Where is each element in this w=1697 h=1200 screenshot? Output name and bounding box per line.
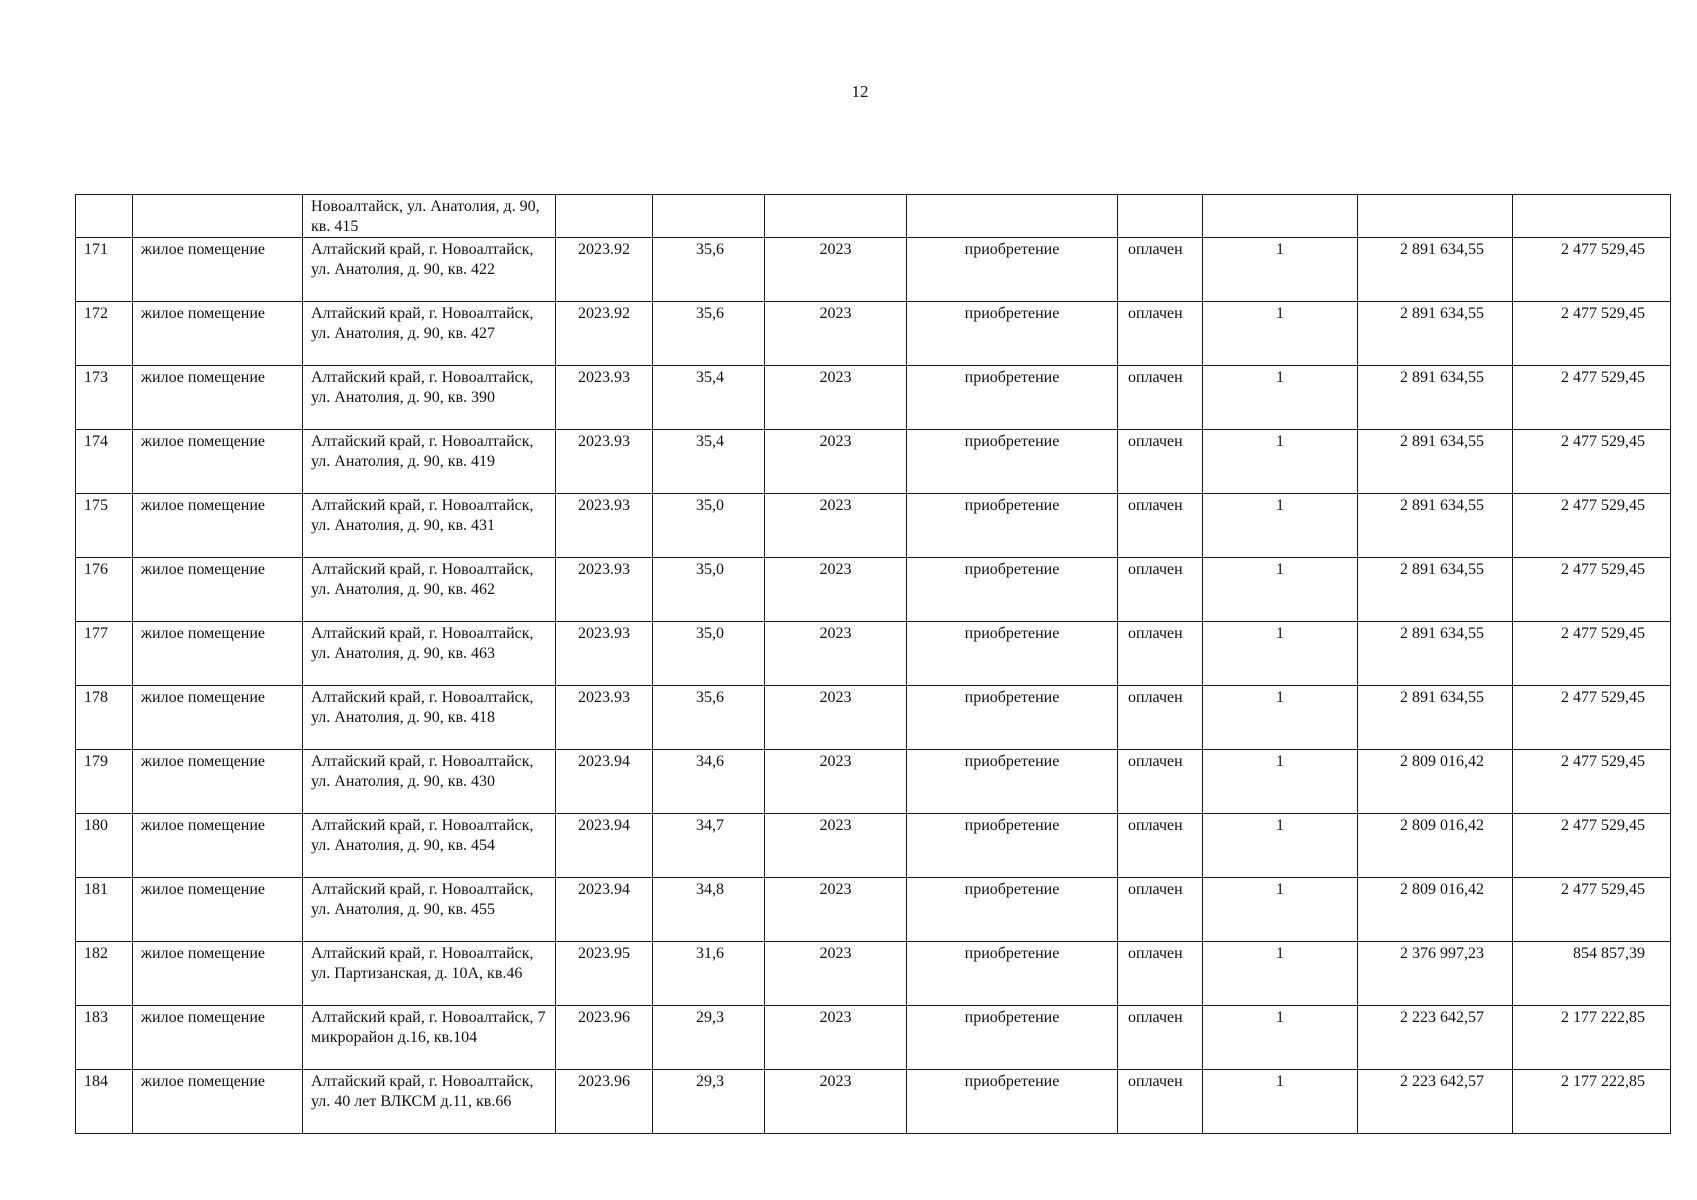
cell-status: оплачен (1118, 238, 1203, 302)
cell-action: приобретение (907, 430, 1118, 494)
cell-qty (1203, 195, 1358, 238)
cell-action: приобретение (907, 366, 1118, 430)
cell-type: жилое помещение (133, 878, 303, 942)
continuation-row (76, 195, 1671, 238)
cell-num: 178 (76, 686, 133, 750)
cell-status: оплачен (1118, 814, 1203, 878)
cell-paid: 2 477 529,45 (1513, 814, 1671, 878)
cell-action: приобретение (907, 814, 1118, 878)
cell-area: 34,8 (653, 878, 765, 942)
table-row (76, 814, 1671, 878)
cell-year: 2023 (765, 622, 907, 686)
cell-num: 181 (76, 878, 133, 942)
cell-code: 2023.94 (556, 750, 653, 814)
cell-address: Алтайский край, г. Новоалтайск, ул. Анатолия, д. 90, кв. 454 (303, 814, 556, 878)
cell-code (556, 195, 653, 238)
cell-action (907, 195, 1118, 238)
cell-address: Новоалтайск, ул. Анатолия, д. 90, кв. 415 (303, 195, 556, 238)
cell-cost: 2 809 016,42 (1358, 814, 1513, 878)
cell-type: жилое помещение (133, 558, 303, 622)
cell-code: 2023.92 (556, 238, 653, 302)
cell-paid: 2 477 529,45 (1513, 366, 1671, 430)
cell-year: 2023 (765, 686, 907, 750)
cell-code: 2023.94 (556, 878, 653, 942)
cell-qty: 1 (1203, 814, 1358, 878)
cell-num: 176 (76, 558, 133, 622)
cell-code: 2023.95 (556, 942, 653, 1006)
cell-address: Алтайский край, г. Новоалтайск, ул. Анатолия, д. 90, кв. 422 (303, 238, 556, 302)
table-row (76, 366, 1671, 430)
cell-action: приобретение (907, 942, 1118, 1006)
cell-code: 2023.93 (556, 622, 653, 686)
cell-qty: 1 (1203, 1070, 1358, 1134)
table-row (76, 1070, 1671, 1134)
cell-address: Алтайский край, г. Новоалтайск, ул. Анатолия, д. 90, кв. 419 (303, 430, 556, 494)
cell-status: оплачен (1118, 366, 1203, 430)
cell-code: 2023.96 (556, 1006, 653, 1070)
cell-type: жилое помещение (133, 622, 303, 686)
cell-status: оплачен (1118, 1070, 1203, 1134)
cell-qty: 1 (1203, 750, 1358, 814)
cell-num: 175 (76, 494, 133, 558)
cell-paid: 2 477 529,45 (1513, 430, 1671, 494)
cell-action: приобретение (907, 494, 1118, 558)
cell-year: 2023 (765, 750, 907, 814)
cell-qty: 1 (1203, 878, 1358, 942)
cell-qty: 1 (1203, 1006, 1358, 1070)
page-number: 12 (851, 82, 869, 101)
cell-action: приобретение (907, 1070, 1118, 1134)
cell-status: оплачен (1118, 494, 1203, 558)
cell-area (653, 195, 765, 238)
cell-cost (1358, 195, 1513, 238)
cell-area: 35,0 (653, 622, 765, 686)
cell-type: жилое помещение (133, 750, 303, 814)
cell-num: 183 (76, 1006, 133, 1070)
cell-year: 2023 (765, 366, 907, 430)
cell-type: жилое помещение (133, 686, 303, 750)
cell-paid: 2 477 529,45 (1513, 622, 1671, 686)
cell-status: оплачен (1118, 942, 1203, 1006)
cell-code: 2023.96 (556, 1070, 653, 1134)
cell-qty: 1 (1203, 494, 1358, 558)
cell-address: Алтайский край, г. Новоалтайск, ул. Анатолия, д. 90, кв. 427 (303, 302, 556, 366)
cell-type: жилое помещение (133, 238, 303, 302)
cell-type (133, 195, 303, 238)
cell-cost: 2 891 634,55 (1358, 238, 1513, 302)
cell-qty: 1 (1203, 430, 1358, 494)
cell-address: Алтайский край, г. Новоалтайск, ул. Анатолия, д. 90, кв. 462 (303, 558, 556, 622)
cell-year: 2023 (765, 302, 907, 366)
cell-type: жилое помещение (133, 366, 303, 430)
cell-qty: 1 (1203, 686, 1358, 750)
cell-qty: 1 (1203, 366, 1358, 430)
table-row (76, 1006, 1671, 1070)
cell-address: Алтайский край, г. Новоалтайск, ул. Анатолия, д. 90, кв. 418 (303, 686, 556, 750)
cell-address: Алтайский край, г. Новоалтайск, ул. Анатолия, д. 90, кв. 390 (303, 366, 556, 430)
cell-num: 180 (76, 814, 133, 878)
cell-action: приобретение (907, 558, 1118, 622)
table-row (76, 686, 1671, 750)
cell-code: 2023.93 (556, 686, 653, 750)
cell-year: 2023 (765, 238, 907, 302)
cell-cost: 2 809 016,42 (1358, 750, 1513, 814)
cell-qty: 1 (1203, 622, 1358, 686)
cell-paid: 2 477 529,45 (1513, 494, 1671, 558)
cell-paid: 2 477 529,45 (1513, 878, 1671, 942)
cell-type: жилое помещение (133, 1070, 303, 1134)
cell-address: Алтайский край, г. Новоалтайск, ул. Партизанская, д. 10А, кв.46 (303, 942, 556, 1006)
cell-cost: 2 223 642,57 (1358, 1006, 1513, 1070)
cell-action: приобретение (907, 878, 1118, 942)
cell-qty: 1 (1203, 558, 1358, 622)
cell-type: жилое помещение (133, 302, 303, 366)
cell-cost: 2 891 634,55 (1358, 366, 1513, 430)
cell-status: оплачен (1118, 878, 1203, 942)
cell-type: жилое помещение (133, 814, 303, 878)
cell-year: 2023 (765, 1006, 907, 1070)
cell-action: приобретение (907, 686, 1118, 750)
cell-area: 35,0 (653, 494, 765, 558)
cell-type: жилое помещение (133, 430, 303, 494)
cell-area: 29,3 (653, 1070, 765, 1134)
cell-area: 34,6 (653, 750, 765, 814)
cell-type: жилое помещение (133, 1006, 303, 1070)
cell-cost: 2 891 634,55 (1358, 622, 1513, 686)
cell-status: оплачен (1118, 1006, 1203, 1070)
cell-paid: 2 477 529,45 (1513, 686, 1671, 750)
table-row (76, 750, 1671, 814)
cell-year: 2023 (765, 1070, 907, 1134)
table-row (76, 878, 1671, 942)
cell-paid: 2 477 529,45 (1513, 750, 1671, 814)
cell-cost: 2 891 634,55 (1358, 686, 1513, 750)
cell-paid: 2 477 529,45 (1513, 238, 1671, 302)
cell-code: 2023.93 (556, 366, 653, 430)
cell-cost: 2 891 634,55 (1358, 494, 1513, 558)
cell-area: 35,6 (653, 238, 765, 302)
cell-year: 2023 (765, 942, 907, 1006)
cell-num: 174 (76, 430, 133, 494)
cell-status: оплачен (1118, 686, 1203, 750)
table-row (76, 238, 1671, 302)
cell-area: 34,7 (653, 814, 765, 878)
cell-paid: 2 177 222,85 (1513, 1070, 1671, 1134)
cell-area: 35,6 (653, 302, 765, 366)
cell-action: приобретение (907, 750, 1118, 814)
cell-status: оплачен (1118, 750, 1203, 814)
table-row (76, 942, 1671, 1006)
cell-year: 2023 (765, 430, 907, 494)
cell-action: приобретение (907, 1006, 1118, 1070)
cell-paid: 854 857,39 (1513, 942, 1671, 1006)
cell-status: оплачен (1118, 622, 1203, 686)
cell-code: 2023.92 (556, 302, 653, 366)
cell-address: Алтайский край, г. Новоалтайск, ул. 40 лет ВЛКСМ д.11, кв.66 (303, 1070, 556, 1134)
cell-address: Алтайский край, г. Новоалтайск, ул. Анатолия, д. 90, кв. 430 (303, 750, 556, 814)
cell-year: 2023 (765, 494, 907, 558)
cell-area: 35,4 (653, 366, 765, 430)
table-row (76, 302, 1671, 366)
cell-num: 182 (76, 942, 133, 1006)
cell-qty: 1 (1203, 238, 1358, 302)
cell-cost: 2 891 634,55 (1358, 558, 1513, 622)
cell-action: приобретение (907, 622, 1118, 686)
cell-status: оплачен (1118, 302, 1203, 366)
cell-area: 35,6 (653, 686, 765, 750)
cell-year: 2023 (765, 814, 907, 878)
property-registry-table (75, 194, 1671, 1134)
cell-cost: 2 223 642,57 (1358, 1070, 1513, 1134)
cell-year: 2023 (765, 878, 907, 942)
cell-address: Алтайский край, г. Новоалтайск, ул. Анатолия, д. 90, кв. 431 (303, 494, 556, 558)
cell-year (765, 195, 907, 238)
cell-num: 184 (76, 1070, 133, 1134)
cell-num: 179 (76, 750, 133, 814)
cell-qty: 1 (1203, 942, 1358, 1006)
cell-num: 177 (76, 622, 133, 686)
cell-num: 171 (76, 238, 133, 302)
cell-action: приобретение (907, 238, 1118, 302)
cell-type: жилое помещение (133, 942, 303, 1006)
table-row (76, 558, 1671, 622)
cell-status: оплачен (1118, 558, 1203, 622)
cell-qty: 1 (1203, 302, 1358, 366)
cell-type: жилое помещение (133, 494, 303, 558)
table-row (76, 494, 1671, 558)
cell-address: Алтайский край, г. Новоалтайск, ул. Анатолия, д. 90, кв. 455 (303, 878, 556, 942)
cell-address: Алтайский край, г. Новоалтайск, ул. Анатолия, д. 90, кв. 463 (303, 622, 556, 686)
cell-code: 2023.94 (556, 814, 653, 878)
cell-address: Алтайский край, г. Новоалтайск, 7 микрорайон д.16, кв.104 (303, 1006, 556, 1070)
cell-cost: 2 376 997,23 (1358, 942, 1513, 1006)
table-row (76, 430, 1671, 494)
cell-year: 2023 (765, 558, 907, 622)
cell-status: оплачен (1118, 430, 1203, 494)
cell-cost: 2 891 634,55 (1358, 430, 1513, 494)
cell-num (76, 195, 133, 238)
cell-status (1118, 195, 1203, 238)
table-row (76, 622, 1671, 686)
cell-area: 29,3 (653, 1006, 765, 1070)
cell-paid: 2 477 529,45 (1513, 302, 1671, 366)
cell-cost: 2 891 634,55 (1358, 302, 1513, 366)
cell-code: 2023.93 (556, 430, 653, 494)
cell-area: 31,6 (653, 942, 765, 1006)
cell-action: приобретение (907, 302, 1118, 366)
cell-code: 2023.93 (556, 558, 653, 622)
cell-cost: 2 809 016,42 (1358, 878, 1513, 942)
cell-area: 35,4 (653, 430, 765, 494)
cell-code: 2023.93 (556, 494, 653, 558)
cell-num: 173 (76, 366, 133, 430)
cell-paid (1513, 195, 1671, 238)
cell-num: 172 (76, 302, 133, 366)
cell-area: 35,0 (653, 558, 765, 622)
cell-paid: 2 177 222,85 (1513, 1006, 1671, 1070)
cell-paid: 2 477 529,45 (1513, 558, 1671, 622)
